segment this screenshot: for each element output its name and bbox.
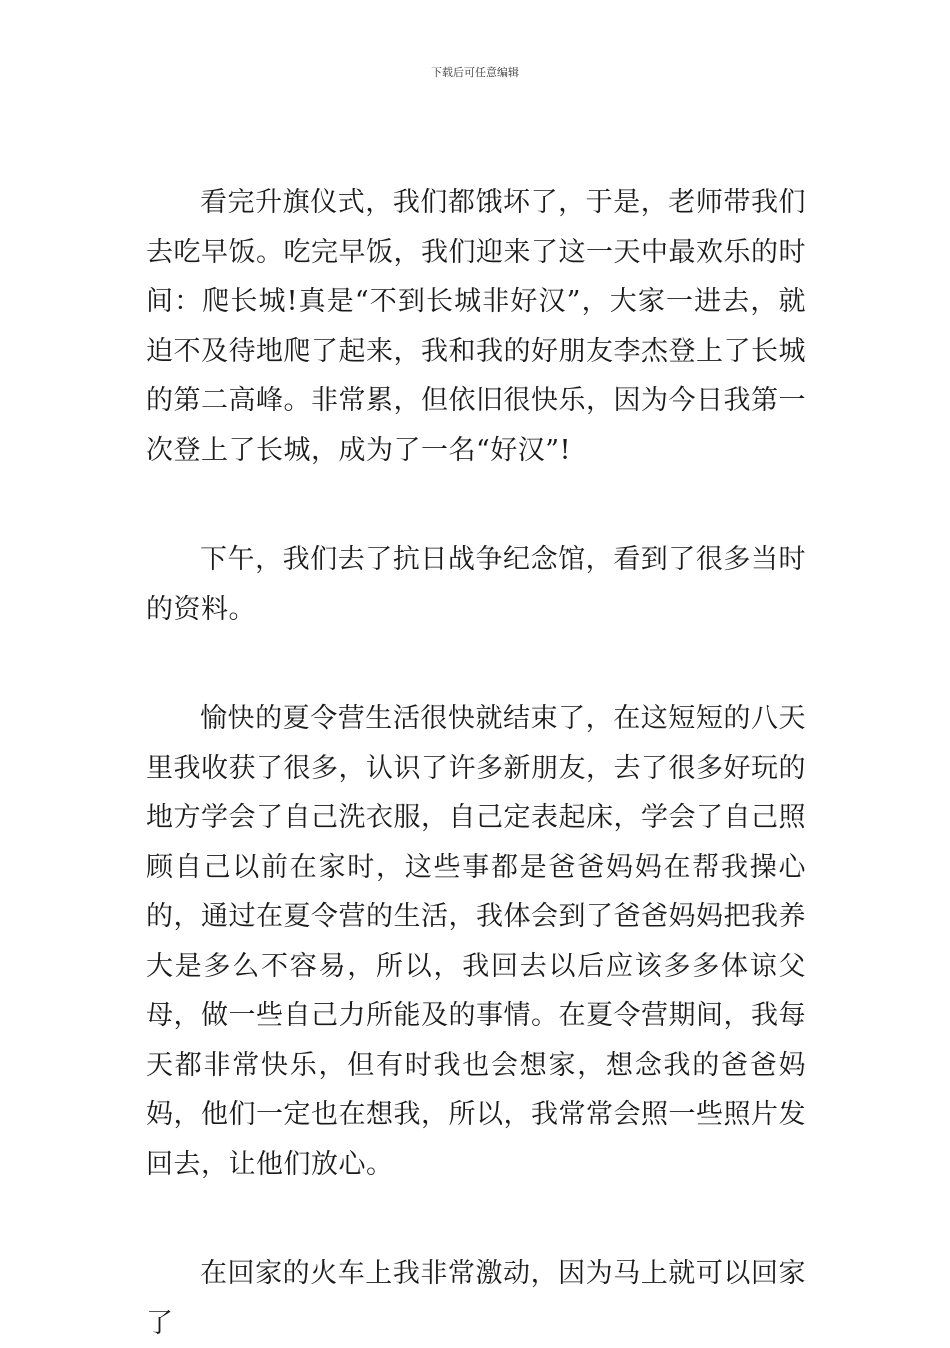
paragraph-great-wall: 看完升旗仪式，我们都饿坏了，于是，老师带我们去吃早饭。吃完早饭，我们迎来了这一天中最欢乐的时间：爬长城!真是“不到长城非好汉”，大家一进去，就迫不及待地爬了起来，我和我的好朋友李杰登上了长城的第二高峰。非常累，但依旧很快乐，因为今日我第一次登上了长城，成为了一名“好汉”! — [146, 187, 806, 466]
page-header: 下载后可任意编辑 — [431, 66, 519, 79]
document-body — [146, 178, 806, 1348]
paragraph-memorial-hall: 下午，我们去了抗日战争纪念馆，看到了很多当时的资料。 — [146, 544, 806, 625]
paragraph-train-home: 在回家的火车上我非常激动，因为马上就可以回家了 — [146, 1258, 806, 1339]
paragraph-camp-summary: 愉快的夏令营生活很快就结束了，在这短短的八天里我收获了很多，认识了许多新朋友，去了很多好玩的地方学会了自己洗衣服，自己定表起床，学会了自己照顾自己以前在家时，这些事都是爸爸妈妈在帮我操心的，通过在夏令营的生活，我体会到了爸爸妈妈把我养大是多么不容易，所以，我回去以后应该多多体谅父母，做一些自己力所能及的事情。在夏令营期间，我每天都非常快乐，但有时我也会想家，想念我的爸爸妈妈，他们一定也在想我，所以，我常常会照一些照片发回去，让他们放心。 — [146, 703, 806, 1180]
